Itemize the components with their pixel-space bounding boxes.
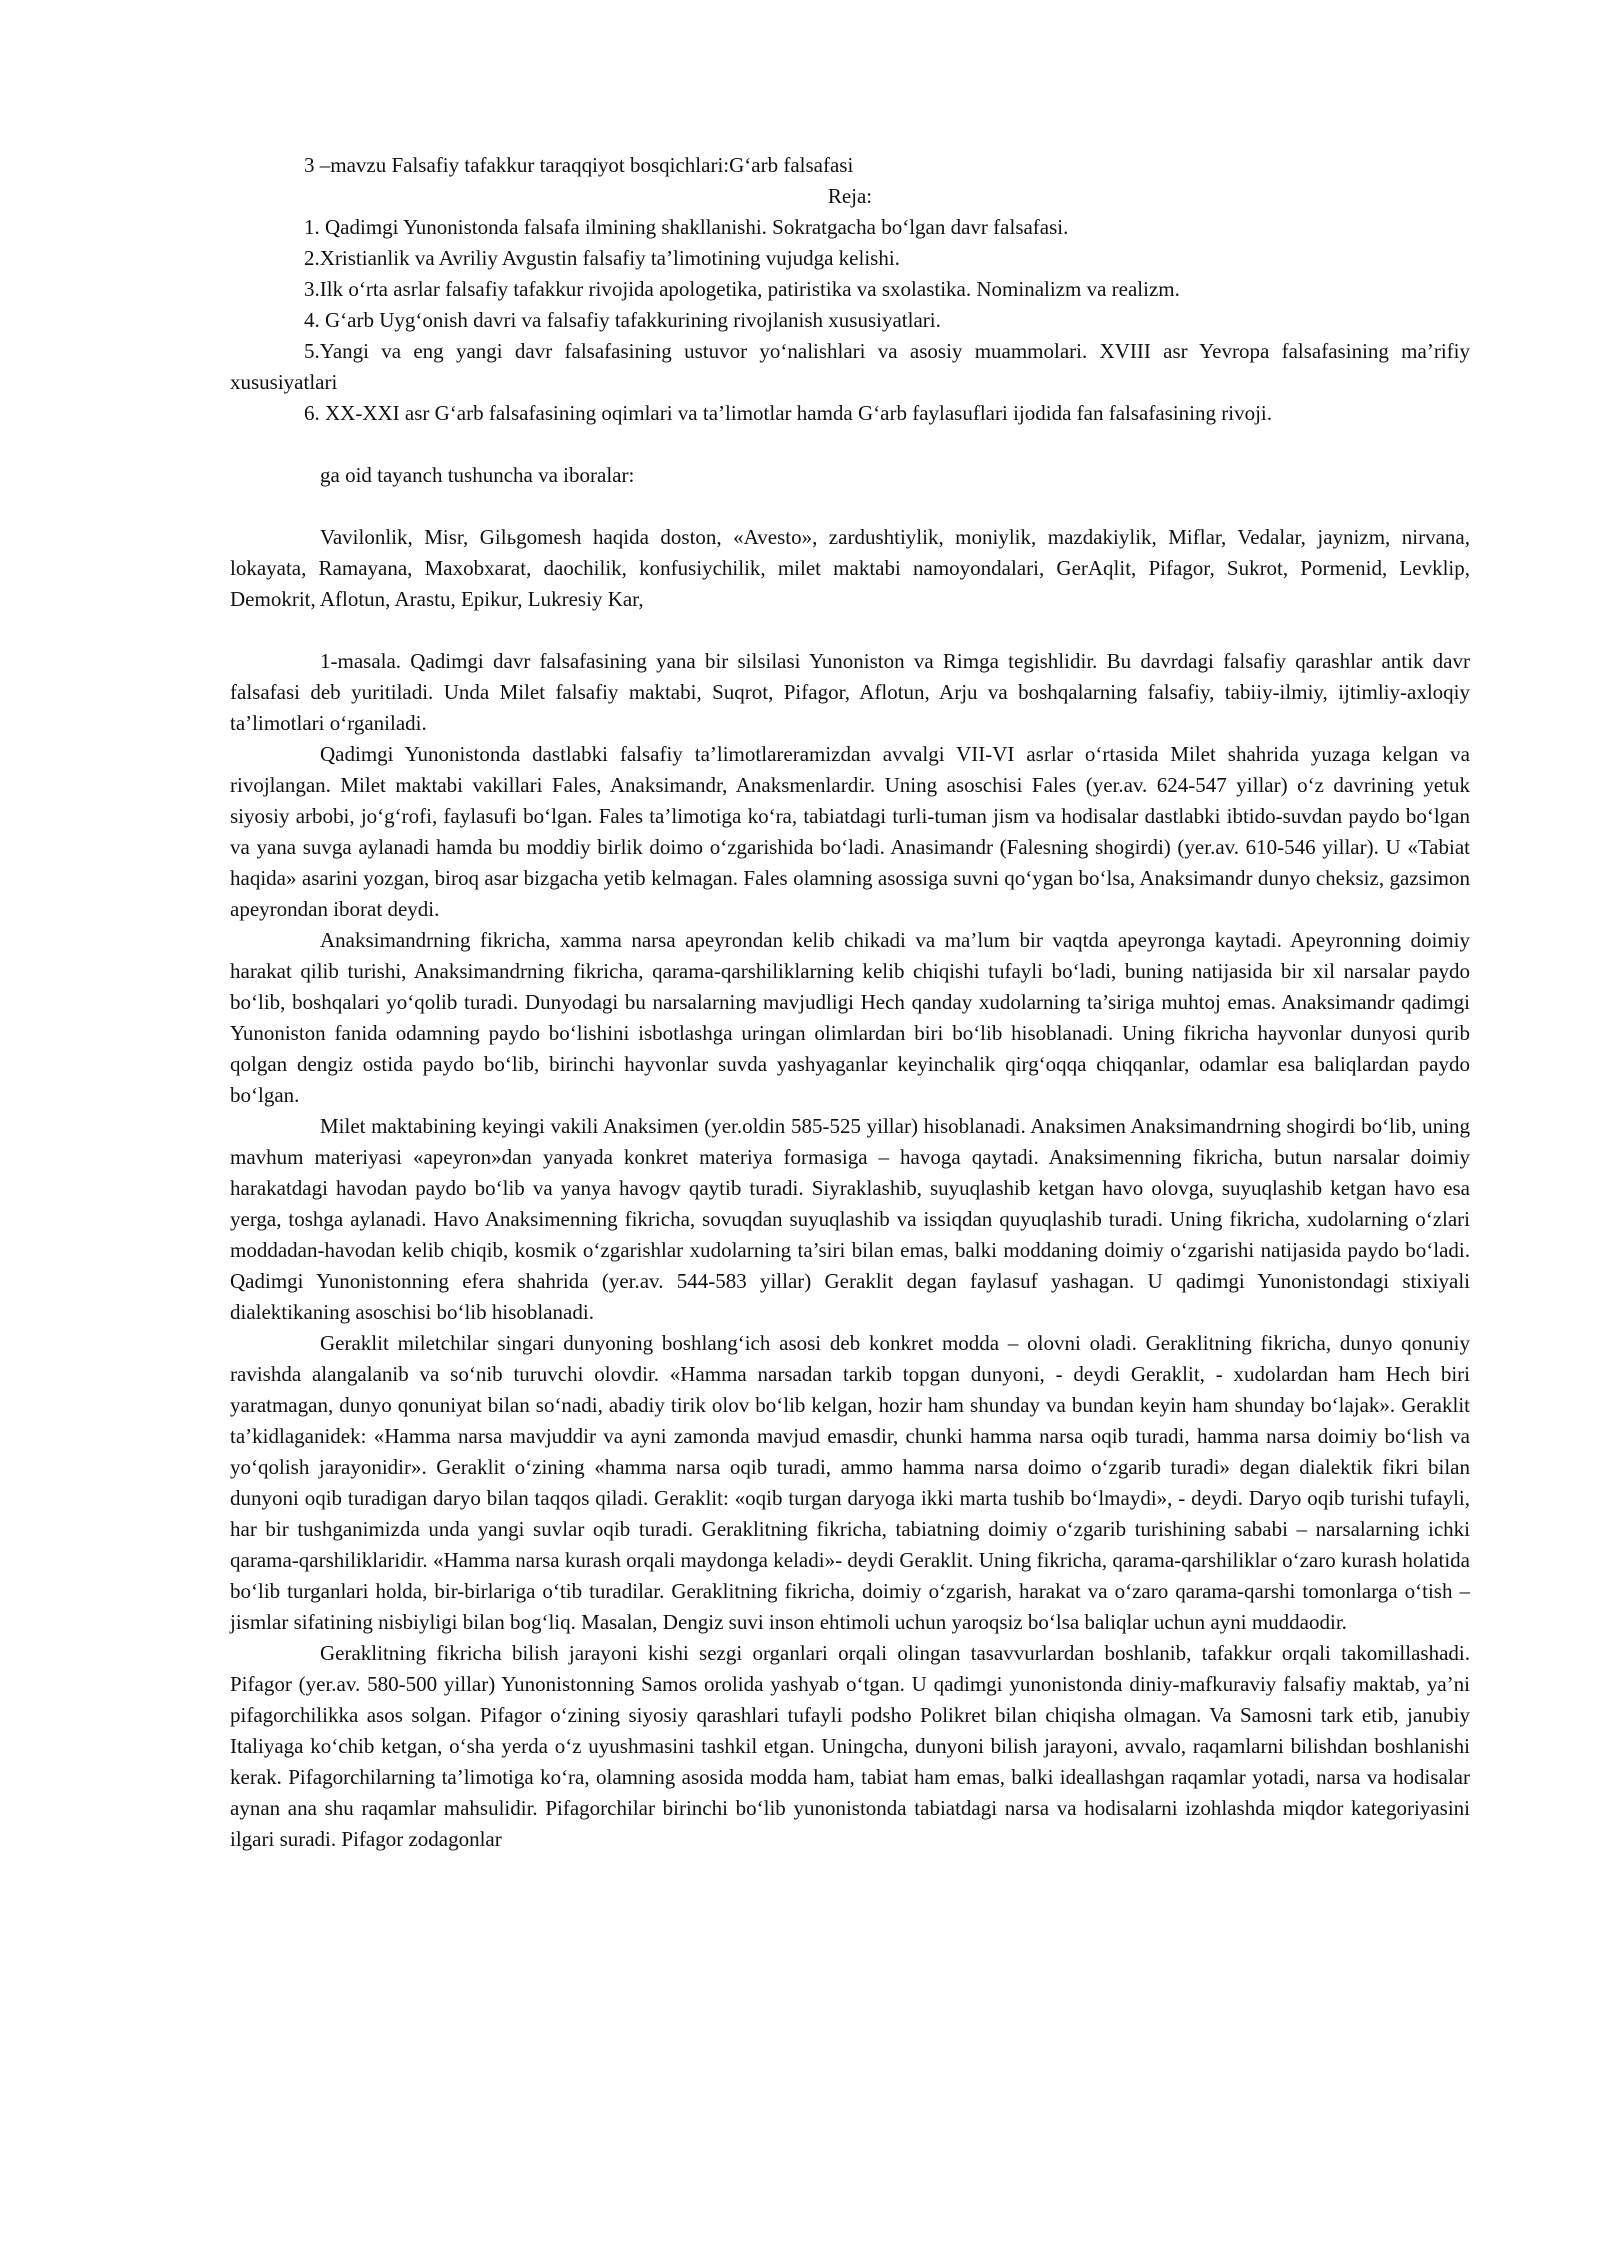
body-paragraph: Geraklit miletchilar singari dunyoning boshlang‘ich asosi deb konkret modda – olovni oladi. Geraklitning fikricha, dunyo qonuniy ravishda alangalanib va so‘nib turuvchi olovdir. «Hamma narsadan tarkib topgan dunyoni, - deydi Geraklit, - xudolardan ham Hech biri yaratmagan, dunyo qonuniyat bilan so‘nadi, abadiy tirik olov bo‘lib kelgan, hozir ham shunday va bundan keyin ham shunday bo‘lajak». Geraklit ta’kidlaganidek: «Hamma narsa mavjuddir va ayni zamonda mavjud emasdir, chunki hamma narsa oqib turadi, hamma narsa doimiy bo‘lish va yo‘qolish jarayonidir». Geraklit o‘zining «hamma narsa oqib turadi, ammo hamma narsa doimo o‘zgarib turadi» degan dialektik fikri bilan dunyoni oqib turadigan daryo bilan taqqos qiladi. Geraklit: «oqib turgan daryoga ikki marta tushib bo‘lmaydi», - deydi. Daryo oqib turishi tufayli, har bir tushganimizda unda yangi suvlar oqib turadi. Geraklitning fikricha, tabiatning doimiy o‘zgarib turishining sababi – narsalarning ichki qarama-qarshiliklaridir. «Hamma narsa kurash orqali maydonga keladi»- deydi Geraklit. Uning fikricha, qarama-qarshiliklar o‘zaro kurash holatida bo‘lib turganlari holda, bir-birlariga o‘tib turadilar. Geraklitning fikricha, doimiy o‘zgarish, harakat va o‘zaro qarama-qarshi tomonlarga o‘tish – jismlar sifatining nisbiyligi bilan bog‘liq. Masalan, Dengiz suvi inson ehtimoli uchun yaroqsiz bo‘lsa baliqlar uchun ayni muddaodir. <box>230 1331 1470 1634</box>
plan-item: 6. XX-XXI asr G‘arb falsafasining oqimlari va ta’limotlar hamda G‘arb faylasuflari ijodida fan falsafasining rivoji. <box>304 401 1273 425</box>
plan-item: 5.Yangi va eng yangi davr falsafasining ustuvor yo‘nalishlari va asosiy muammolari. XVIII asr Yevropa falsafasining ma’rifiy xususiyatlari <box>230 339 1470 394</box>
concepts-text: Vavilonlik, Misr, Gilьgomesh haqida doston, «Avesto», zardushtiylik, moniylik, mazdakiylik, Miflar, Vedalar, jaynizm, nirvana, lokayata, Ramayana, Maxobxarat, daochilik, konfusiychilik, milet maktabi namoyondalari, GerAqlit, Pifagor, Sukrot, Pormenid, Levklip, Demokrit, Aflotun, Arastu, Epikur, Lukresiy Kar, <box>230 525 1470 611</box>
topic-title: 3 –mavzu Falsafiy tafakkur taraqqiyot bosqichlari:G‘arb falsafasi <box>304 153 854 177</box>
plan-item: 2.Xristianlik va Avriliy Avgustin falsafiy ta’limotining vujudga kelishi. <box>304 246 900 270</box>
body-paragraph: Milet maktabining keyingi vakili Anaksimen (yer.oldin 585-525 yillar) hisoblanadi. Anaksimen Anaksimandrning shogirdi bo‘lib, uning mavhum materiyasi «apeyron»dan yanyada konkret materiya formasiga – havoga qaytadi. Anaksimenning fikricha, butun narsalar doimiy harakatdagi havodan paydo bo‘lib va yanya havogv qaytib turadi. Siyraklashib, suyuqlashib ketgan havo olovga, suyuqlashib ketgan havo esa yerga, toshga aylanadi. Havo Anaksimenning fikricha, sovuqdan suyuqlashib va issiqdan quyuqlashib turadi. Uning fikricha, xudolarning o‘zlari moddadan-havodan kelib chiqib, kosmik o‘zgarishlar xudolarning ta’siri bilan emas, balki moddaning doimiy o‘zgarishi natijasida paydo bo‘ladi. Qadimgi Yunonistonning efera shahrida (yer.av. 544-583 yillar) Geraklit degan faylasuf yashagan. U qadimgi Yunonistondagi stixiyali dialektikaning asoschisi bo‘lib hisoblanadi. <box>230 1114 1470 1324</box>
concepts-heading: ga oid tayanch tushuncha va iboralar: <box>320 463 635 487</box>
body-paragraph: 1-masala. Qadimgi davr falsafasining yana bir silsilasi Yunoniston va Rimga tegishlidir. Bu davrdagi falsafiy qarashlar antik davr falsafasi deb yuritiladi. Unda Milet falsafiy maktabi, Suqrot, Pifagor, Aflotun, Arju va boshqalarning falsafiy, tabiiy-ilmiy, ijtimliy-axloqiy ta’limotlari o‘rganiladi. <box>230 649 1470 735</box>
document-page <box>230 150 1470 1855</box>
plan-label: Reja: <box>827 184 873 208</box>
body-paragraph: Anaksimandrning fikricha, xamma narsa apeyrondan kelib chikadi va ma’lum bir vaqtda apeyronga kaytadi. Apeyronning doimiy harakat qilib turishi, Anaksimandrning fikricha, qarama-qarshiliklarning kelib chiqishi tufayli bo‘ladi, buning natijasida bir xil narsalar paydo bo‘lib, boshqalari yo‘qolib turadi. Dunyodagi bu narsalarning mavjudligi Hech qanday xudolarning ta’siriga muhtoj emas. Anaksimandr qadimgi Yunoniston fanida odamning paydo bo‘lishini isbotlashga uringan olimlardan biri bo‘lib hisoblanadi. Uning fikricha hayvonlar dunyosi qurib qolgan dengiz ostida paydo bo‘lib, birinchi hayvonlar suvda yashyaganlar keyinchalik qirg‘oqqa chiqqanlar, odamlar esa baliqlardan paydo bo‘lgan. <box>230 928 1470 1107</box>
plan-item: 4. G‘arb Uyg‘onish davri va falsafiy tafakkurining rivojlanish xususiyatlari. <box>304 308 941 332</box>
body-paragraph: Qadimgi Yunonistonda dastlabki falsafiy ta’limotlareramizdan avvalgi VII-VI asrlar o‘rtasida Milet shahrida yuzaga kelgan va rivojlangan. Milet maktabi vakillari Fales, Anaksimandr, Anaksmenlardir. Uning asoschisi Fales (yer.av. 624-547 yillar) o‘z davrining yetuk siyosiy arbobi, jo‘g‘rofi, faylasufi bo‘lgan. Fales ta’limotiga ko‘ra, tabiatdagi turli-tuman jism va hodisalar dastlabki ibtido-suvdan paydo bo‘lgan va yana suvga aylanadi hamda bu moddiy birlik doimo o‘zgarishida bo‘ladi. Anasimandr (Falesning shogirdi) (yer.av. 610-546 yillar). U «Tabiat haqida» asarini yozgan, biroq asar bizgacha yetib kelmagan. Fales olamning asossiga suvni qo‘ygan bo‘lsa, Anaksimandr dunyo cheksiz, gazsimon apeyrondan iborat deydi. <box>230 742 1470 921</box>
plan-item: 1. Qadimgi Yunonistonda falsafa ilmining shakllanishi. Sokratgacha bo‘lgan davr falsafasi. <box>304 215 1069 239</box>
plan-item: 3.Ilk o‘rta asrlar falsafiy tafakkur rivojida apologetika, patiristika va sxolastika. Nominalizm va realizm. <box>304 277 1180 301</box>
body-paragraph: Geraklitning fikricha bilish jarayoni kishi sezgi organlari orqali olingan tasavvurlardan boshlanib, tafakkur orqali takomillashadi. Pifagor (yer.av. 580-500 yillar) Yunonistonning Samos orolida yashyab o‘tgan. U qadimgi yunonistonda diniy-mafkuraviy falsafiy maktab, ya’ni pifagorchilikka asos solgan. Pifagor o‘zining siyosiy qarashlari tufayli podsho Polikret bilan chiqisha olmagan. Va Samosni tark etib, janubiy Italiyaga ko‘chib ketgan, o‘sha yerda o‘z uyushmasini tashkil etgan. Uningcha, dunyoni bilish jarayoni, avvalo, raqamlarni bilishdan boshlanishi kerak. Pifagorchilarning ta’limotiga ko‘ra, olamning asosida modda ham, tabiat ham emas, balki ideallashgan raqamlar yotadi, narsa va hodisalar aynan ana shu raqamlar mahsulidir. Pifagorchilar birinchi bo‘lib yunonistonda tabiatdagi narsa va hodisalarni izohlashda miqdor kategoriyasini ilgari suradi. Pifagor zodagonlar <box>230 1641 1470 1851</box>
